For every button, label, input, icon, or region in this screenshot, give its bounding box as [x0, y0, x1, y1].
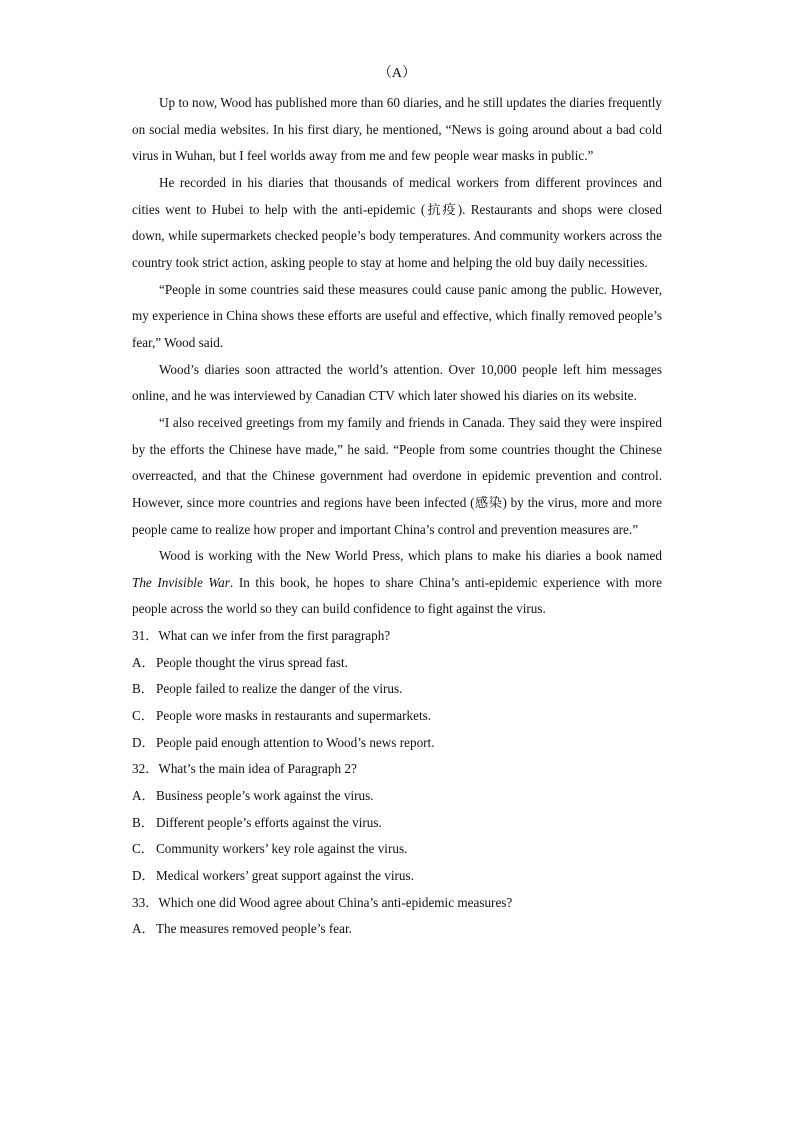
question-32 [132, 756, 662, 783]
paragraph-6 [132, 543, 662, 623]
paragraph-4: Wood’s diaries soon attracted the world’s attention. Over 10,000 people left him messages online, and he was interviewed by Canadian CTV which later showed his diaries on its website. [132, 361, 662, 404]
option-33-a[interactable] [132, 916, 662, 943]
option-letter: B． [132, 681, 154, 697]
paragraph-6-text-before: Wood is working with the New World Press, which plans to make his diaries a book named [159, 548, 662, 564]
question-text: Which one did Wood agree about China’s anti-epidemic measures? [158, 894, 513, 910]
question-text: What’s the main idea of Paragraph 2? [158, 761, 357, 777]
option-text: Business people’s work against the virus. [156, 788, 374, 804]
option-31-b[interactable] [132, 676, 662, 703]
option-text: Different people’s efforts against the virus. [156, 814, 382, 830]
option-letter: D． [132, 734, 155, 750]
option-letter: A． [132, 921, 155, 937]
question-number: 33． [132, 894, 159, 910]
option-text: Medical workers’ great support against the virus. [156, 868, 414, 884]
option-text: The measures removed people’s fear. [156, 921, 352, 937]
question-number: 31． [132, 628, 159, 644]
paragraph-5: “I also received greetings from my family and friends in Canada. They said they were inspired by the efforts the Chinese have made,” he said. “People from some countries thought the Chinese overreacted, and that the Chinese government had overdone in epidemic prevention and control. However, since more countries and regions have been infected (感染) by the virus, more and more people came to realize how proper and important China’s control and prevention measures are.” [132, 414, 662, 537]
paragraph-3: “People in some countries said these measures could cause panic among the public. However, my experience in China shows these efforts are useful and effective, which finally removed people’s fear,” Wood said. [132, 281, 662, 350]
book-title: The Invisible War [132, 574, 230, 590]
option-letter: C． [132, 841, 154, 857]
option-text: People thought the virus spread fast. [156, 654, 348, 670]
option-31-c[interactable] [132, 703, 662, 730]
paragraph-6-text-after: . In this book, he hopes to share China’s anti-epidemic experience with more people across the world so they can build confidence to fight against the virus. [132, 574, 662, 617]
option-letter: A． [132, 654, 155, 670]
question-31 [132, 623, 662, 650]
option-letter: C． [132, 708, 154, 724]
section-title: （A） [377, 66, 417, 81]
option-32-a[interactable] [132, 783, 662, 810]
option-32-b[interactable] [132, 810, 662, 837]
paragraph-1: Up to now, Wood has published more than 60 diaries, and he still updates the diaries frequently on social media websites. In his first diary, he mentioned, “News is going around about a bad cold virus in Wuhan, but I feel worlds away from me and few people wear masks in public.” [132, 95, 662, 164]
option-32-d[interactable] [132, 863, 662, 890]
question-number: 32． [132, 761, 159, 777]
reading-passage [132, 90, 662, 943]
option-text: People wore masks in restaurants and supermarkets. [156, 708, 432, 724]
option-31-a[interactable] [132, 650, 662, 677]
option-letter: B． [132, 814, 154, 830]
option-32-c[interactable] [132, 836, 662, 863]
option-letter: D． [132, 868, 155, 884]
option-letter: A． [132, 788, 155, 804]
option-text: People paid enough attention to Wood’s news report. [156, 734, 435, 750]
option-text: People failed to realize the danger of the virus. [156, 681, 403, 697]
question-text: What can we infer from the first paragraph? [158, 628, 391, 644]
question-33 [132, 890, 662, 917]
paragraph-2: He recorded in his diaries that thousands of medical workers from different provinces and cities went to Hubei to help with the anti-epidemic (抗疫). Restaurants and shops were closed down, while supermarkets checked people’s body temperatures. And community workers across the country took strict action, asking people to stay at home and helping the old buy daily necessities. [132, 174, 662, 270]
option-31-d[interactable] [132, 730, 662, 757]
option-text: Community workers’ key role against the virus. [156, 841, 408, 857]
